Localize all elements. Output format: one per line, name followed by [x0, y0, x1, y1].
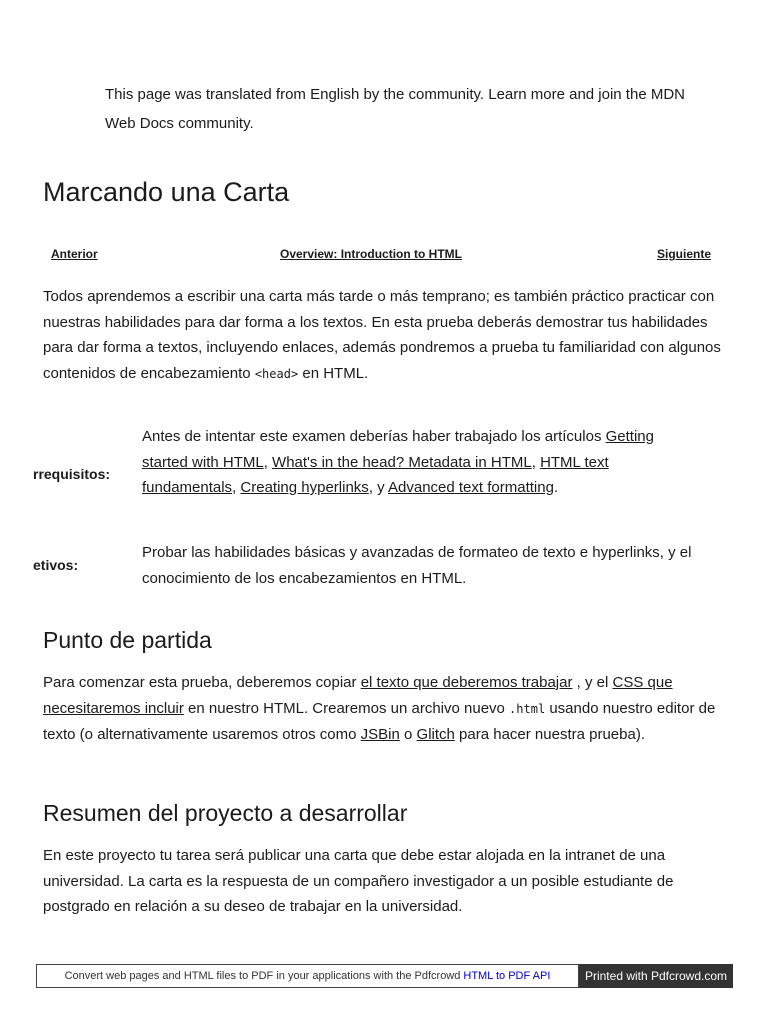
link-advanced-text[interactable]: Advanced text formatting [388, 479, 554, 496]
link-css[interactable]: CSS que necesitaremos incluir [43, 674, 673, 717]
previous-link[interactable]: Anterior [51, 247, 98, 261]
prerequisites-label: rrequisitos: [33, 466, 111, 482]
overview-link[interactable]: Overview: Introduction to HTML [280, 247, 462, 261]
starting-heading: Punto de partida [43, 627, 212, 653]
link-jsbin[interactable]: JSBin [360, 726, 400, 743]
intro-text: Todos aprendemos a escribir una carta más tarde o más temprano; es también práctico practicar con nuestras habilidades para dar forma a los textos. En esta prueba deberás demostrar tus habilidades para dar forma a textos, incluyendo enlaces, además pondremos a prueba tu familiaridad con algunos contenidos de encabezamiento [43, 288, 721, 382]
sep: . [553, 479, 559, 496]
summary-paragraph: En este proyecto tu tarea será publicar una carta que debe estar alojada en la intranet de una universidad. La carta es la respuesta de un compañero investigador a un posible estudiante de postgrado en relación a su deseo de trabajar en la universidad. [43, 847, 674, 915]
intro-text-end: en HTML. [298, 364, 369, 382]
sep: , [531, 453, 541, 471]
printed-with-badge[interactable]: Printed with Pdfcrowd.com [579, 964, 733, 988]
text: para hacer nuestra prueba). [454, 726, 645, 743]
link-glitch[interactable]: Glitch [416, 726, 455, 743]
prerequisites-text [142, 424, 702, 501]
link-getting-started[interactable]: Getting started with HTML [142, 428, 654, 471]
translation-notice: This page was translated from English by the community. Learn more and join the MDN Web Docs community. [105, 86, 685, 132]
text: o [399, 726, 417, 743]
html-code: .html [509, 701, 546, 716]
sep: , y [368, 479, 388, 496]
footer-message [36, 964, 579, 988]
prereq-intro: Antes de intentar este examen deberías haber trabajado los artículos [142, 428, 606, 445]
link-creating-hyperlinks[interactable]: Creating hyperlinks [240, 479, 369, 496]
text: en nuestro HTML. Crearemos un archivo nuevo [183, 699, 510, 717]
next-link[interactable]: Siguiente [657, 247, 712, 261]
objectives-label: etivos: [33, 557, 79, 573]
link-whats-in-head[interactable]: What's in the head? Metadata in HTML [272, 453, 532, 471]
html-to-pdf-api-link[interactable]: HTML to PDF API [463, 970, 551, 982]
summary-heading: Resumen del proyecto a desarrollar [43, 800, 408, 826]
footer-text: Convert web pages and HTML files to PDF in your applications with the Pdfcrowd [64, 970, 461, 982]
link-text-fundamentals[interactable]: HTML text fundamentals [142, 453, 609, 496]
text: Para comenzar esta prueba, deberemos copiar [43, 674, 361, 691]
objectives-text: Probar las habilidades básicas y avanzadas de formateo de texto e hyperlinks, y el conocimiento de los encabezamientos en HTML. [142, 544, 692, 587]
head-code: <head> [254, 366, 299, 381]
intro-paragraph [43, 284, 733, 387]
page-title: Marcando una Carta [43, 177, 290, 207]
starting-paragraph [43, 670, 723, 748]
sep: , [232, 479, 241, 496]
pdfcrowd-footer [36, 964, 733, 988]
text: , y el [572, 674, 613, 691]
link-text-to-work[interactable]: el texto que deberemos trabajar [360, 674, 573, 691]
sep: , [263, 453, 273, 471]
text: usando nuestro editor de texto (o alternativamente usaremos otros como [43, 699, 716, 743]
